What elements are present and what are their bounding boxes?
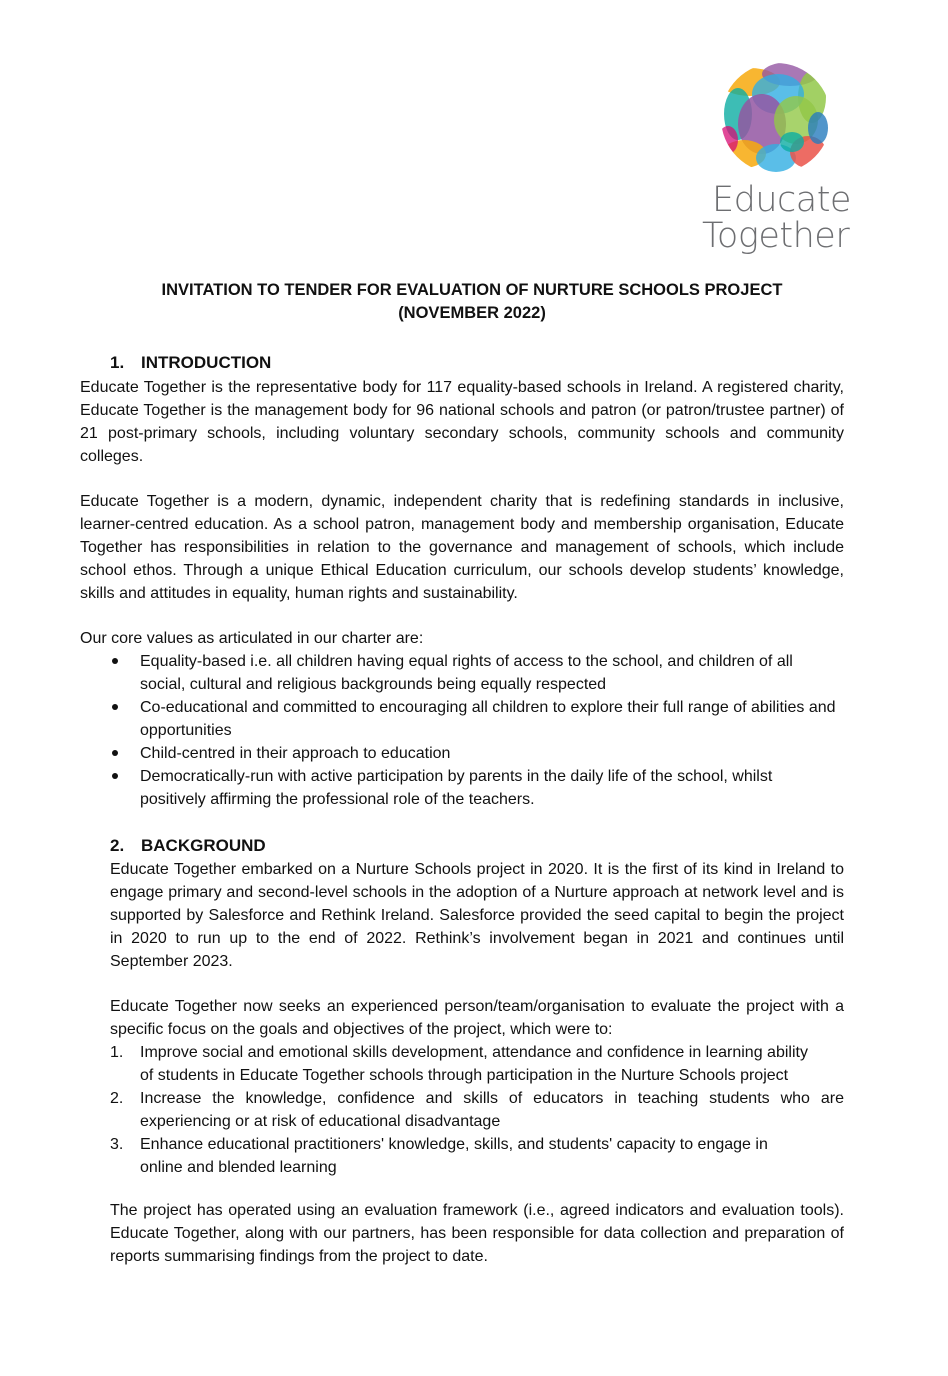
- project-goals-list: [110, 1041, 844, 1179]
- background-paragraph-2: Educate Together now seeks an experienced person/team/organisation to evaluate the project with a specific focus on the goals and objectives of the project, which were to:: [110, 998, 844, 1038]
- goal-item: [110, 1133, 844, 1179]
- title-line-1: INVITATION TO TENDER FOR EVALUATION OF NURTURE SCHOOLS PROJECT: [161, 281, 783, 299]
- goal-number: 1.: [110, 1044, 124, 1061]
- section-1-number: 1.: [110, 353, 125, 372]
- bullet-icon: [110, 696, 140, 710]
- section-2-number: 2.: [110, 836, 125, 855]
- core-value-item: [110, 650, 840, 696]
- logo-word-educate: Educate: [712, 180, 851, 220]
- goal-text: Increase the knowledge, confidence and skills of educators in teaching students who are experiencing or at risk of educational disadvantage: [140, 1090, 844, 1130]
- intro-paragraph-1: Educate Together is the representative body for 117 equality-based schools in Ireland. A registered charity, Educate Together is the management body for 96 national schools and patron (or patron/trustee partner) of 21 post-primary schools, including voluntary secondary schools, community schools and community colleges.: [80, 379, 844, 465]
- bullet-icon: [110, 742, 140, 756]
- section-1-heading: [110, 353, 271, 373]
- background-paragraph-1: Educate Together embarked on a Nurture Schools project in 2020. It is the first of its kind in Ireland to engage primary and second-level schools in the adoption of a Nurture approach at network level and is supported by Salesforce and Rethink Ireland. Salesforce provided the seed capital to begin the project in 2020 to run up to the end of 2022. Rethink’s involvement began in 2021 and continues until September 2023.: [110, 861, 844, 970]
- goal-number: 2.: [110, 1090, 124, 1107]
- logo-wordmark: [698, 182, 858, 254]
- core-value-item: [110, 742, 840, 765]
- core-value-item: [110, 696, 840, 742]
- core-value-text: Equality-based i.e. all children having equal rights of access to the school, and children of all social, cultural and religious backgrounds being equally respected: [140, 653, 793, 693]
- core-value-text: Child-centred in their approach to education: [140, 745, 451, 762]
- goal-text: Improve social and emotional skills development, attendance and confidence in learning ability of students in Educate Together schools through participation in the Nurture Schools project: [140, 1044, 808, 1084]
- goal-item: [110, 1041, 844, 1087]
- logo-word-together: Together: [702, 216, 850, 256]
- section-2-heading: [110, 836, 266, 856]
- background-paragraph-3: The project has operated using an evaluation framework (i.e., agreed indicators and evaluation tools). Educate Together, along with our partners, has been responsible for data collection and preparation of reports summarising findings from the project to date.: [110, 1202, 844, 1265]
- section-2-title: BACKGROUND: [141, 836, 266, 855]
- logo-globe-icon: [720, 62, 832, 174]
- document-title: [80, 279, 864, 325]
- core-values-intro: Our core values as articulated in our charter are:: [80, 630, 424, 647]
- core-values-list: [110, 650, 840, 811]
- goal-text: Enhance educational practitioners' knowledge, skills, and students' capacity to engage in online and blended learning: [140, 1136, 768, 1176]
- bullet-icon: [110, 765, 140, 779]
- goal-item: [110, 1087, 844, 1133]
- section-1-title: INTRODUCTION: [141, 353, 272, 372]
- core-value-item: [110, 765, 840, 811]
- core-value-text: Democratically-run with active participation by parents in the daily life of the school, whilst positively affirming the professional role of the teachers.: [140, 768, 773, 808]
- educate-together-logo: [698, 62, 858, 254]
- bullet-icon: [110, 650, 140, 664]
- intro-paragraph-2: Educate Together is a modern, dynamic, independent charity that is redefining standards in inclusive, learner-centred education. As a school patron, management body and membership organisation, Educate Together has responsibilities in relation to the governance and management of schools, which include school ethos. Through a unique Ethical Education curriculum, our schools develop students’ knowledge, skills and attitudes in equality, human rights and sustainability.: [80, 493, 844, 602]
- title-line-2: (NOVEMBER 2022): [398, 304, 546, 322]
- goal-number: 3.: [110, 1136, 124, 1153]
- core-value-text: Co-educational and committed to encouraging all children to explore their full range of abilities and opportunities: [140, 699, 836, 739]
